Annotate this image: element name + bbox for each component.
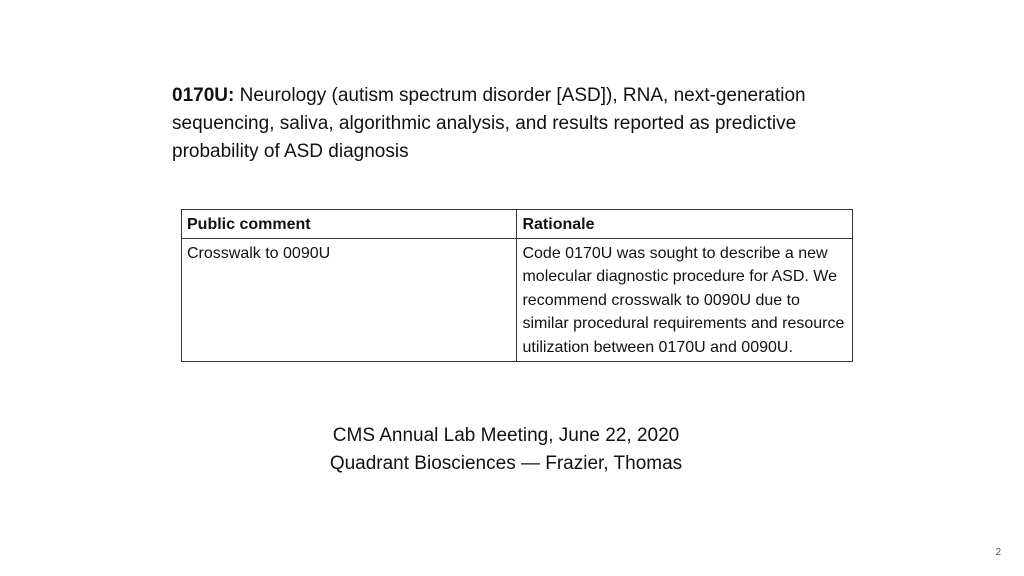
code-heading xyxy=(172,82,844,166)
public-comment-header: Public comment xyxy=(182,210,517,239)
code-label: 0170U: xyxy=(172,85,235,106)
public-comment-cell: Crosswalk to 0090U xyxy=(182,238,517,361)
presenter-line: Quadrant Biosciences — Frazier, Thomas xyxy=(329,453,683,474)
rationale-cell: Code 0170U was sought to describe a new molecular diagnostic procedure for ASD. We recommend crosswalk to 0090U due to similar procedural requirements and resource utilization between 0170U and 0090U. xyxy=(517,238,853,361)
code-description: Neurology (autism spectrum disorder [ASD]), RNA, next-generation sequencing, saliva, algorithmic analysis, and results reported as predictive probability of ASD diagnosis xyxy=(172,85,806,162)
rationale-header: Rationale xyxy=(517,210,853,239)
comment-table xyxy=(181,209,853,362)
meeting-footer xyxy=(0,422,1012,478)
table-row xyxy=(182,238,853,361)
page-number: 2 xyxy=(995,547,1001,558)
meeting-title: CMS Annual Lab Meeting, June 22, 2020 xyxy=(332,425,680,446)
table-header-row xyxy=(182,210,853,239)
